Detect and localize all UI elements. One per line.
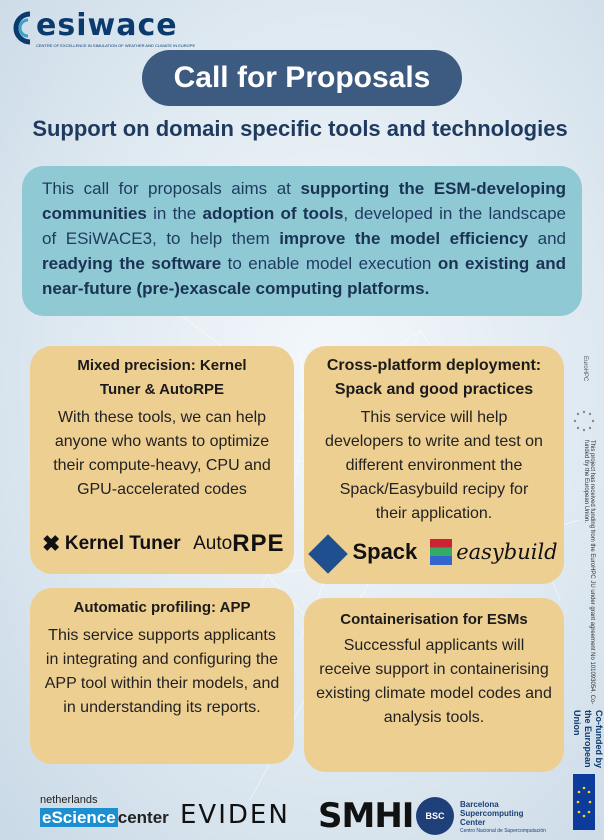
kernel-tuner-autorpe-logos — [42, 530, 292, 560]
intro-emphasis: supporting the ESM-developing communities — [42, 179, 566, 223]
intro-emphasis: adoption of tools — [202, 204, 344, 223]
logo-tagline: CENTRE OF EXCELLENCE IN SIMULATION OF WEATHER AND CLIMATE IN EUROPE — [36, 43, 196, 48]
card-title: Containerisation for ESMs — [340, 611, 528, 628]
netherlands-escience-logo — [40, 808, 169, 828]
eu-flag-icon — [573, 774, 595, 830]
escience-word: eScience — [42, 808, 116, 827]
funding-statement: This project has received funding from the EuroHPC JU under grant agreement No 101093054. Co-funded by the European Union. — [583, 440, 595, 705]
intro-emphasis: readying the software — [42, 254, 222, 273]
page-subtitle: Support on domain specific tools and technologies — [32, 116, 568, 141]
esiwace-logo[interactable] — [6, 6, 196, 50]
intro-text: to enable model execution — [221, 254, 438, 273]
spack-icon — [308, 534, 348, 574]
card-mixed-precision — [30, 346, 294, 574]
eviden-logo: EVIDEN — [180, 800, 290, 830]
eurohpc-label: EuroHPC — [582, 356, 588, 382]
bsc-logo-icon: BSC — [416, 797, 454, 835]
spack-easybuild-logos — [310, 536, 560, 576]
intro-text: in the — [146, 204, 203, 223]
easybuild-logo: easybuild — [456, 540, 558, 564]
bsc-name: Barcelona Supercomputing Center — [460, 800, 524, 827]
card-body: This service supports applicants in integrating and configuring the APP tool within their models, and in understanding its reports. — [44, 627, 280, 716]
easybuild-blocks-icon — [430, 539, 452, 565]
esiwace-swirl-icon — [6, 8, 36, 48]
card-body: With these tools, we can help anyone who wants to optimize their compute-heavy, CPU and GPU-accelerated codes — [53, 409, 271, 498]
intro-text: and — [528, 229, 566, 248]
card-automatic-profiling — [30, 588, 294, 764]
bsc-subname: Centro Nacional de Supercomputación — [460, 828, 546, 834]
smhi-logo: SMHI — [318, 796, 414, 836]
eurohpc-stars-icon — [573, 410, 595, 432]
card-title: Cross-platform deployment: Spack and good practices — [326, 357, 542, 398]
logo-wordmark: esiwace — [36, 8, 178, 43]
card-body: This service will help developers to write and test on different environment the Spack/Easybuild recipy for their application. — [325, 409, 543, 522]
autorpe-logo-auto: Auto — [193, 533, 233, 554]
card-title: Mixed precision: Kernel Tuner & AutoRPE — [77, 357, 247, 398]
intro-text: This call for proposals aims at — [42, 179, 301, 198]
intro-text: , developed in the landscape of ESiWACE3, to help them — [42, 204, 566, 248]
card-body: Successful applicants will receive support in containerising existing climate model codes and analysis tools. — [316, 637, 552, 726]
netherlands-escience-logo-top: netherlands — [40, 794, 98, 806]
card-title: Automatic profiling: APP — [73, 599, 251, 616]
intro-box — [22, 166, 582, 316]
center-word: center — [117, 808, 169, 827]
intro-emphasis: on existing and near-future (pre-)exascale computing platforms. — [42, 254, 566, 298]
cofunded-label: Co-funded by the European Union — [572, 710, 604, 768]
autorpe-logo-rpe: RPE — [232, 530, 285, 557]
page-title: Call for Proposals — [142, 50, 462, 106]
card-cross-platform — [304, 346, 564, 584]
kernel-tuner-logo: Kernel Tuner — [64, 533, 181, 554]
kernel-tuner-x-icon: ✖ — [42, 531, 61, 556]
card-containerisation — [304, 598, 564, 772]
spack-logo: Spack — [352, 539, 418, 564]
intro-emphasis: improve the model efficiency — [279, 229, 529, 248]
